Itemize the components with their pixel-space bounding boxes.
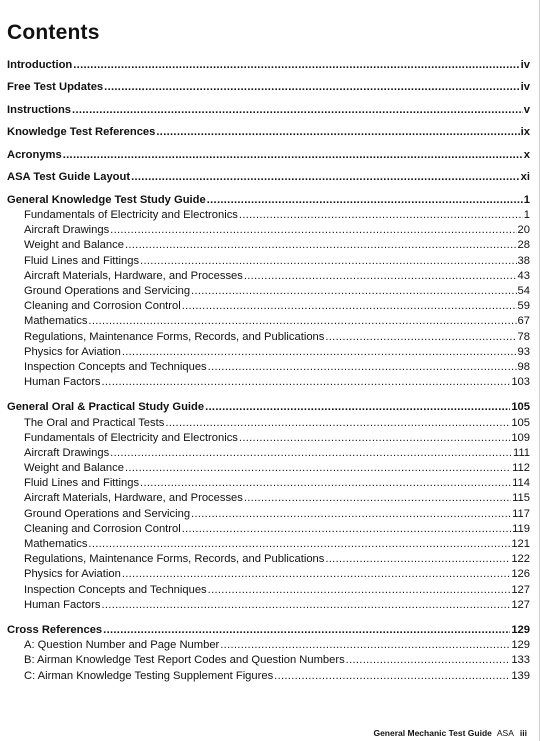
- toc-page-number: 98: [517, 360, 530, 373]
- toc-subsection-entry: [7, 269, 530, 284]
- toc-entry-title: Cleaning and Corrosion Control: [24, 300, 181, 313]
- toc-subsection-entry: [7, 314, 530, 329]
- toc-page-number: 28: [517, 239, 530, 252]
- dot-leader: [239, 431, 510, 446]
- page-title: Contents: [7, 21, 100, 44]
- toc-entry-title: C: Airman Knowledge Testing Supplement Figures: [24, 669, 274, 682]
- toc-subsection-entry: [7, 598, 530, 613]
- toc-subsection-entry: [7, 431, 530, 446]
- toc-subsection-entry: [7, 330, 530, 345]
- toc-entry-title: General Oral & Practical Study Guide: [7, 401, 205, 414]
- toc-subsection-entry: [7, 254, 530, 269]
- toc-page-number: 59: [517, 300, 530, 313]
- dot-leader: [156, 125, 519, 140]
- toc-page-number: iv: [520, 81, 530, 94]
- footer-publisher: ASA: [496, 728, 514, 738]
- toc-entry-title: Human Factors: [24, 376, 101, 389]
- toc-entry-title: Fundamentals of Electricity and Electronics: [24, 209, 238, 222]
- toc-front-matter-entry: [7, 125, 530, 140]
- toc-page-number: 105: [511, 401, 530, 414]
- toc-entry-title: Aircraft Drawings: [24, 446, 110, 459]
- dot-leader: [220, 638, 510, 653]
- dot-leader: [274, 669, 510, 684]
- dot-leader: [140, 254, 517, 269]
- toc-subsection-entry: [7, 446, 530, 461]
- dot-leader: [244, 269, 517, 284]
- toc-page-number: 67: [517, 315, 530, 328]
- toc-entry-title: Weight and Balance: [24, 239, 124, 252]
- dot-leader: [104, 80, 519, 95]
- toc-front-matter-entry: [7, 103, 530, 118]
- toc-subsection-entry: [7, 476, 530, 491]
- dot-leader: [73, 58, 519, 73]
- dot-leader: [182, 299, 517, 314]
- toc-page-number: 109: [511, 431, 530, 444]
- dot-leader: [110, 446, 512, 461]
- toc-entry-title: Aircraft Drawings: [24, 224, 110, 237]
- toc-page-number: 121: [511, 538, 530, 551]
- toc-subsection-entry: [7, 416, 530, 431]
- toc-page-number: 126: [511, 568, 530, 581]
- toc-page-number: 119: [512, 522, 530, 535]
- toc-entry-title: Aircraft Materials, Hardware, and Processes: [24, 269, 243, 282]
- dot-leader: [88, 537, 510, 552]
- toc-page-number: xi: [520, 171, 530, 184]
- toc-entry-title: B: Airman Knowledge Test Report Codes and Question Numbers: [24, 654, 345, 667]
- dot-leader: [191, 284, 517, 299]
- toc-page-number: 111: [512, 446, 530, 459]
- dot-leader: [165, 416, 510, 431]
- toc-entry-title: Mathematics: [24, 538, 88, 551]
- toc-subsection-entry: [7, 345, 530, 360]
- toc-page-number: iv: [520, 59, 530, 71]
- dot-leader: [325, 552, 510, 567]
- toc-front-matter-entry: [7, 58, 530, 73]
- dot-leader: [101, 598, 510, 613]
- toc-page-number: 103: [511, 376, 530, 389]
- dot-leader: [88, 314, 516, 329]
- toc-subsection-entry: [7, 522, 530, 537]
- toc-entry-title: Cross References: [7, 623, 103, 636]
- toc-page-number: 127: [511, 598, 530, 611]
- footer-page-number: iii: [519, 728, 527, 738]
- toc-page-number: x: [523, 148, 530, 161]
- toc-page-number: ix: [520, 126, 530, 139]
- toc-subsection-entry: [7, 653, 530, 668]
- toc-entry-title: Fluid Lines and Fittings: [24, 477, 140, 490]
- toc-subsection-entry: [7, 223, 530, 238]
- toc-page-number: 127: [511, 583, 530, 596]
- toc-subsection-entry: [7, 537, 530, 552]
- dot-leader: [346, 653, 511, 668]
- toc-subsection-entry: [7, 461, 530, 476]
- toc-page-number: 105: [511, 416, 530, 429]
- section-spacer: [7, 390, 530, 397]
- toc-entry-title: Ground Operations and Servicing: [24, 285, 191, 298]
- toc-subsection-entry: [7, 491, 530, 506]
- dot-leader: [131, 170, 520, 185]
- footer-book-title: General Mechanic Test Guide: [373, 728, 492, 738]
- toc-entry-title: General Knowledge Test Study Guide: [7, 193, 206, 206]
- dot-leader: [125, 238, 517, 253]
- toc-subsection-entry: [7, 552, 530, 567]
- toc-page-number: 117: [512, 507, 530, 520]
- toc-section-heading: [7, 623, 530, 638]
- dot-leader: [101, 375, 510, 390]
- toc-entry-title: Cleaning and Corrosion Control: [24, 522, 181, 535]
- dot-leader: [325, 330, 516, 345]
- toc-subsection-entry: [7, 208, 530, 223]
- toc-entry-title: Instructions: [7, 103, 72, 116]
- dot-leader: [239, 208, 523, 223]
- toc-subsection-entry: [7, 375, 530, 390]
- dot-leader: [208, 360, 517, 375]
- dot-leader: [208, 583, 511, 598]
- toc-entry-title: Inspection Concepts and Techniques: [24, 583, 207, 596]
- toc-subsection-entry: [7, 583, 530, 598]
- toc-front-matter-entry: [7, 80, 530, 95]
- toc-entry-title: Fundamentals of Electricity and Electronics: [24, 431, 238, 444]
- dot-leader: [122, 345, 517, 360]
- toc-page-number: 129: [511, 639, 530, 652]
- toc-subsection-entry: [7, 507, 530, 522]
- dot-leader: [122, 567, 511, 582]
- toc-page-number: 78: [517, 330, 530, 343]
- dot-leader: [182, 522, 511, 537]
- toc-entry-title: Mathematics: [24, 315, 88, 328]
- toc-page-number: 20: [517, 224, 530, 237]
- toc-page-number: 115: [512, 492, 530, 505]
- dot-leader: [140, 476, 511, 491]
- toc-entry-title: Knowledge Test References: [7, 126, 156, 139]
- toc-entry-title: The Oral and Practical Tests: [24, 416, 165, 429]
- toc-page-number: 38: [517, 254, 530, 267]
- toc-entry-title: Regulations, Maintenance Forms, Records, and Publications: [24, 330, 325, 343]
- toc-entry-title: Physics for Aviation: [24, 568, 121, 581]
- dot-leader: [63, 148, 523, 163]
- toc-front-matter-entry: [7, 170, 530, 185]
- toc-subsection-entry: [7, 284, 530, 299]
- toc-page-number: 112: [512, 462, 530, 475]
- toc-subsection-entry: [7, 238, 530, 253]
- page-footer: [373, 728, 527, 738]
- toc-front-matter-entry: [7, 148, 530, 163]
- toc-page-number: 54: [517, 285, 530, 298]
- toc-subsection-entry: [7, 360, 530, 375]
- toc-section-heading: [7, 193, 530, 208]
- toc-entry-title: Human Factors: [24, 598, 101, 611]
- table-of-contents: [7, 58, 530, 684]
- toc-page-number: 1: [523, 209, 530, 222]
- dot-leader: [110, 223, 516, 238]
- toc-section-heading: [7, 400, 530, 415]
- toc-entry-title: Ground Operations and Servicing: [24, 507, 191, 520]
- toc-entry-title: Introduction: [7, 59, 73, 71]
- section-spacer: [7, 613, 530, 620]
- toc-page-number: 43: [517, 269, 530, 282]
- toc-page-number: 114: [512, 477, 530, 490]
- toc-entry-title: Free Test Updates: [7, 81, 104, 94]
- toc-page-number: v: [523, 103, 530, 116]
- toc-entry-title: ASA Test Guide Layout: [7, 171, 131, 184]
- toc-subsection-entry: [7, 299, 530, 314]
- toc-page-number: 129: [511, 623, 530, 636]
- toc-entry-title: Physics for Aviation: [24, 345, 121, 358]
- toc-page-number: 139: [511, 669, 530, 682]
- toc-entry-title: A: Question Number and Page Number: [24, 639, 220, 652]
- dot-leader: [244, 491, 511, 506]
- dot-leader: [191, 507, 511, 522]
- toc-entry-title: Regulations, Maintenance Forms, Records, and Publications: [24, 553, 325, 566]
- toc-subsection-entry: [7, 638, 530, 653]
- dot-leader: [103, 623, 510, 638]
- toc-page-number: 1: [523, 193, 530, 206]
- toc-entry-title: Aircraft Materials, Hardware, and Processes: [24, 492, 243, 505]
- toc-entry-title: Acronyms: [7, 148, 62, 161]
- dot-leader: [207, 193, 523, 208]
- dot-leader: [125, 461, 511, 476]
- toc-entry-title: Fluid Lines and Fittings: [24, 254, 140, 267]
- toc-page-number: 133: [511, 654, 530, 667]
- toc-entry-title: Weight and Balance: [24, 462, 124, 475]
- toc-subsection-entry: [7, 669, 530, 684]
- toc-page-number: 93: [517, 345, 530, 358]
- dot-leader: [205, 400, 510, 415]
- toc-page-number: 122: [511, 553, 530, 566]
- toc-subsection-entry: [7, 567, 530, 582]
- toc-entry-title: Inspection Concepts and Techniques: [24, 360, 207, 373]
- dot-leader: [72, 103, 523, 118]
